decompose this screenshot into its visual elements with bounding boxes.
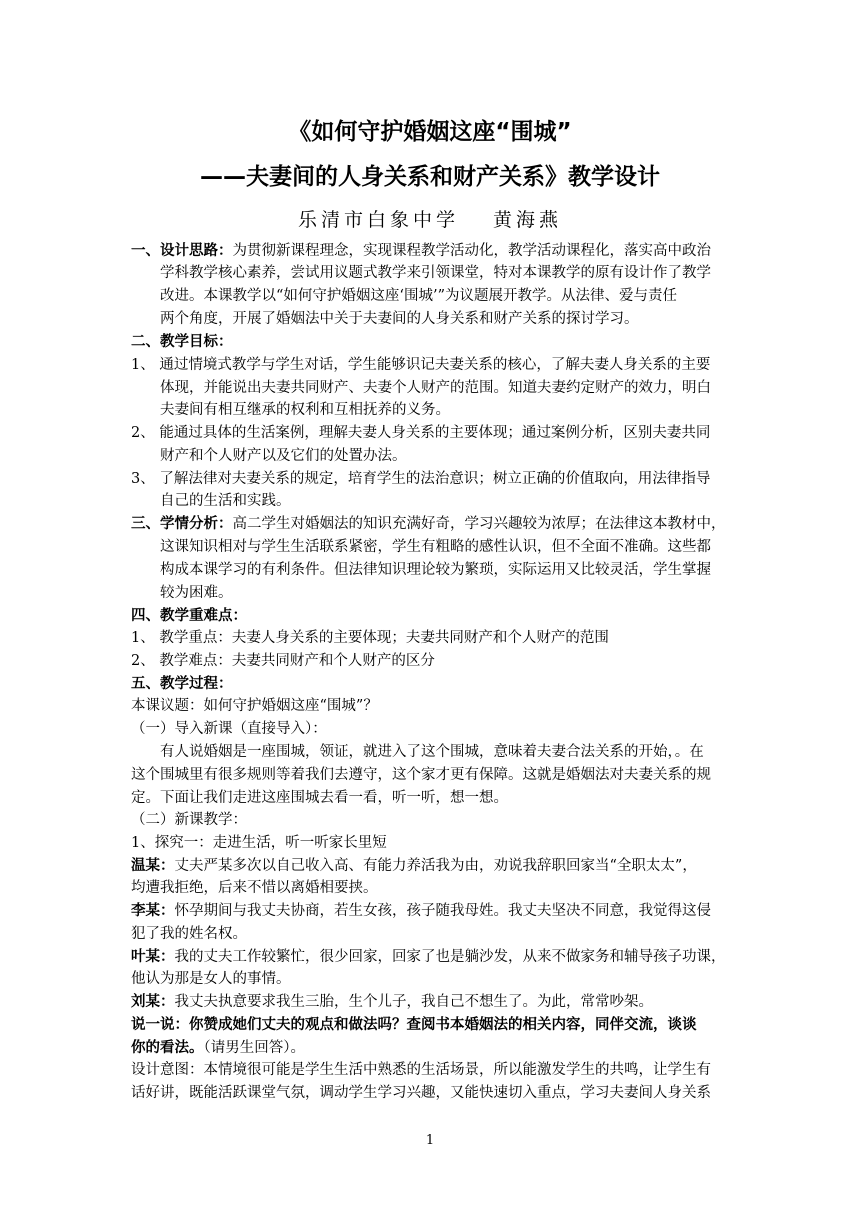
paragraph-line: 有人说婚姻是一座围城，领证，就进入了这个围城，意味着夫妻合法关系的开始，。在 [160,744,704,760]
paragraph-line: 三、学情分析：高二学生对婚姻法的知识充满好奇，学习兴趣较为浓厚；在法律这本教材中， [131,515,726,532]
paragraph-line: 定。下面让我们走进这座围城去看一看，听一听，想一想。 [131,790,508,806]
paragraph-line: 财产和个人财产以及它们的处置办法。 [160,448,407,464]
author-name: 黄海燕 [493,209,563,231]
document-title-line2: ——夫妻间的人身关系和财产关系》教学设计 [200,164,660,190]
paragraph-line: 体现，并能说出夫妻共同财产、夫妻个人财产的范围。知道夫妻约定财产的效力，明白 [160,380,711,396]
paragraph-line: 一、设计思路：为贯彻新课程理念，实现课程教学活动化，教学活动课程化，落实高中政治 [131,242,711,259]
paragraph-line: 本课议题：如何守护婚姻这座“围城”？ [131,698,378,714]
paragraph-line: 他认为那是女人的事情。 [131,971,291,987]
paragraph-line: 话好讲，既能活跃课堂气氛，调动学生学习兴趣，又能快速切入重点，学习夫妻间人身关系 [131,1085,711,1101]
paragraph-line: 较为困难。 [160,585,233,601]
paragraph-line: 李某：怀孕期间与我丈夫协商，若生女孩，孩子随我母姓。我丈夫坚决不同意，我觉得这侵 [131,902,711,919]
paragraph-line: 改进。本课教学以“如何守护婚姻这座‘围城’”为议题展开教学。从法律、爱与责任 [160,288,678,304]
document-title-line1: 《如何守护婚姻这座“围城” [288,119,572,145]
speaker-label: 刘某： [131,993,175,1010]
section-heading: 一、设计思路： [131,242,233,259]
paragraph-line: 叶某：我的丈夫工作较繁忙，很少回家，回家了也是躺沙发，从来不做家务和辅导孩子功课， [131,948,726,965]
list-item: 2、 能通过具体的生活案例，理解夫妻人身关系的主要体现；通过案例分析，区别夫妻共同 [131,425,711,441]
speaker-label: 李某： [131,902,175,919]
list-item: 2、 教学难点：夫妻共同财产和个人财产的区分 [131,653,435,669]
paragraph-line: 构成本课学习的有利条件。但法律知识理论较为繁琐，实际运用又比较灵活，学生掌握 [160,562,711,578]
paragraph-line: 两个角度，开展了婚姻法中关于夫妻间的人身关系和财产关系的探讨学习。 [160,311,639,327]
paragraph-line: 这课知识相对与学生生活联系紧密，学生有粗略的感性认识，但不全面不准确。这些都 [160,539,711,555]
list-item: 1、 通过情境式教学与学生对话，学生能够识记夫妻关系的核心，了解夫妻人身关系的主要 [131,357,711,373]
section-heading: 三、学情分析： [131,515,233,532]
paragraph-line: 这个围城里有很多规则等着我们去遵守，这个家才更有保障。这就是婚姻法对夫妻关系的规 [131,767,711,783]
paragraph-line: 设计意图：本情境很可能是学生生活中熟悉的生活场景，所以能激发学生的共鸣，让学生有 [131,1062,711,1078]
section-heading: 二、教学目标： [131,333,233,350]
paragraph-line: 均遭我拒绝，后来不惜以离婚相要挟。 [131,880,378,896]
section-heading: 四、教学重难点： [131,607,247,624]
list-item: 3、 了解法律对夫妻关系的规定，培育学生的法治意识；树立正确的价值取向，用法律指导 [131,471,711,487]
discussion-prompt-end: 你的看法。 [131,1039,204,1056]
list-item: 1、 教学重点：夫妻人身关系的主要体现；夫妻共同财产和个人财产的范围 [131,630,609,646]
paragraph-line: 1、探究一：走进生活，听一听家长里短 [131,835,387,851]
paragraph-line: 夫妻间有相互继承的权利和互相抚养的义务。 [160,402,450,418]
section-heading: 五、教学过程： [131,675,233,692]
speaker-label: 温某： [131,857,175,874]
discussion-prompt: 说一说：你赞成她们丈夫的观点和做法吗？查阅书本婚姻法的相关内容，同伴交流，谈谈 [131,1016,697,1033]
paragraph-line: 犯了我的姓名权。 [131,926,247,942]
author-school: 乐清市白象中学 [297,209,459,231]
paragraph-line: （一）导入新课（直接导入）： [131,721,327,737]
paragraph-line: 刘某：我丈夫执意要求我生三胎，生个儿子，我自己不想生了。为此，常常吵架。 [131,993,653,1010]
speaker-label: 叶某： [131,948,175,965]
paragraph-line: 温某：丈夫严某多次以自己收入高、有能力养活我为由，劝说我辞职回家当“全职太太”， [131,857,697,874]
paragraph-line: 你的看法。（请男生回答）。 [131,1039,305,1056]
author-line [0,205,860,232]
paragraph-line: （二）新课教学： [131,812,247,828]
paragraph-line: 学科教学核心素养，尝试用议题式教学来引领课堂，特对本课教学的原有设计作了教学 [160,265,711,281]
page-number: 1 [425,1133,435,1148]
paragraph-line: 自己的生活和实践。 [160,493,291,509]
